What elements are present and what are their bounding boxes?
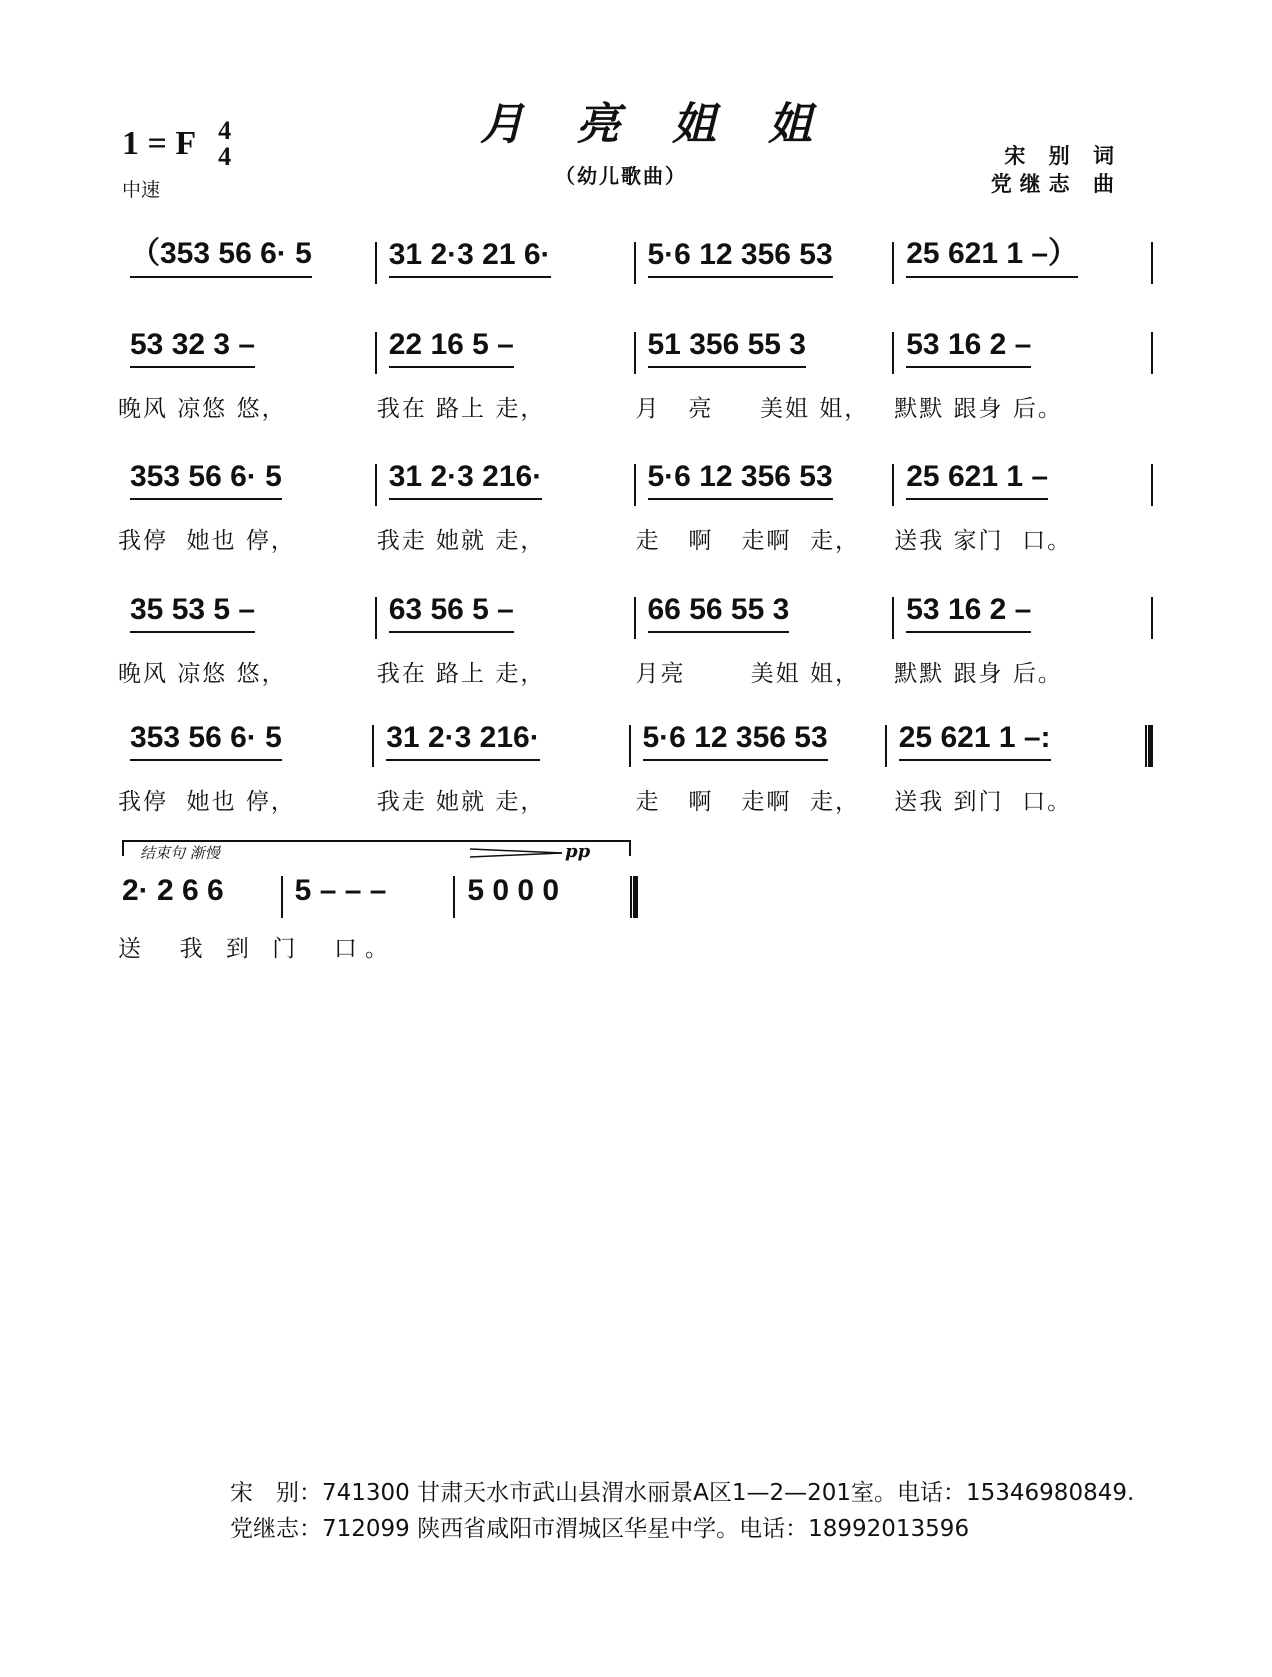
measure (894, 460, 1151, 500)
lyric-measure: 月亮 美姐 姐， (635, 660, 860, 687)
lyric-measure: 默默 跟身 后。 (894, 395, 1063, 422)
note-group: 31 2·3 216· (389, 460, 542, 500)
time-top: 4 (218, 116, 232, 145)
note-group: 66 56 55 3 (648, 593, 790, 633)
measure (377, 328, 634, 368)
measure (377, 593, 634, 633)
note-group: 25 621 1 –: (899, 721, 1051, 761)
note-group: 5·6 12 356 53 (648, 238, 833, 278)
measure (636, 328, 893, 368)
staff-line-1 (118, 318, 1153, 426)
measure (118, 328, 375, 368)
measure (455, 874, 626, 912)
time-signature (218, 118, 231, 170)
tempo-marking: 中速 (122, 179, 161, 201)
composer-credit: 党继志 曲 (990, 172, 1122, 196)
lyric-measure: 我停 她也 停， (118, 527, 296, 554)
time-bottom: 4 (218, 142, 232, 171)
note-group: 53 16 2 – (906, 328, 1031, 368)
note-group: 31 2·3 21 6· (389, 238, 551, 278)
barline (1151, 242, 1153, 284)
measure (118, 593, 375, 633)
notes-row (118, 228, 1153, 278)
note-group: 5·6 12 356 53 (643, 721, 828, 761)
lyrics-row (118, 518, 1153, 558)
barline (1151, 464, 1153, 506)
measure (118, 874, 281, 912)
measure (374, 721, 628, 761)
lyric-measure: 默默 跟身 后。 (894, 660, 1063, 687)
song-subtitle: （幼儿歌曲） (555, 164, 687, 188)
note-group: 353 56 6· 5 (130, 460, 282, 500)
lyric-measure: 晚风 凉悠 悠， (118, 395, 287, 422)
measure (118, 228, 375, 278)
lyric-measure: 我在 路上 走， (376, 395, 546, 422)
coda-lyrics: 送 我 到 门 口。 (118, 935, 396, 962)
note-group: （353 56 6· 5 (130, 228, 312, 278)
measure (894, 328, 1151, 368)
lyrics-row (118, 651, 1153, 691)
measure (636, 593, 893, 633)
key-signature (122, 118, 231, 170)
lyric-measure: 走 啊 走啊 走， (635, 788, 860, 815)
measure (894, 228, 1151, 278)
lyric-measure: 我走 她就 走， (376, 527, 546, 554)
measure (636, 460, 893, 500)
decrescendo-icon (470, 848, 562, 858)
staff-line-intro (118, 228, 1153, 278)
measure (118, 460, 375, 500)
song-title: 月亮姐姐 (480, 99, 864, 150)
coda-label: 结束句 渐慢 (140, 844, 220, 862)
note-group: 25 621 1 – (906, 460, 1048, 500)
note-group: 22 16 5 – (389, 328, 514, 368)
notes-row (118, 318, 1153, 368)
lyricist-contact: 宋 别：741300 甘肃天水市武山县渭水丽景A区1—2—201室。电话：15346980849. (230, 1480, 1135, 1506)
staff-line-coda (118, 862, 638, 966)
notes-row (118, 711, 1153, 761)
note-group: 5 0 0 0 (467, 874, 560, 907)
lyric-measure: 送我 家门 口。 (894, 527, 1073, 554)
measure (377, 460, 634, 500)
measure (377, 238, 634, 278)
note-group: 353 56 6· 5 (130, 721, 282, 761)
note-group: 63 56 5 – (389, 593, 514, 633)
note-group: 25 621 1 –） (906, 228, 1078, 278)
measure (887, 721, 1141, 761)
measure (894, 593, 1151, 633)
lyric-measure: 我在 路上 走， (376, 660, 546, 687)
measure (631, 721, 885, 761)
note-group: 5·6 12 356 53 (648, 460, 833, 500)
staff-line-3 (118, 583, 1153, 691)
staff-line-4 (118, 711, 1153, 819)
composer-contact: 党继志：712099 陕西省咸阳市渭城区华星中学。电话：18992013596 (230, 1516, 970, 1542)
notes-row (118, 862, 638, 912)
note-group: 53 32 3 – (130, 328, 255, 368)
lyricist-credit: 宋 别 词 (1004, 144, 1122, 168)
final-barline (630, 876, 638, 918)
staff-line-2 (118, 450, 1153, 558)
note-group: 5 – – – (294, 874, 387, 907)
notes-row (118, 450, 1153, 500)
key-label: 1 = F (122, 125, 197, 162)
lyric-measure: 月 亮 美姐 姐， (635, 395, 870, 422)
lyric-measure: 走 啊 走啊 走， (635, 527, 860, 554)
repeat-end-barline (1145, 725, 1153, 767)
note-group: 35 53 5 – (130, 593, 255, 633)
note-group: 2· 2 6 6 (122, 874, 224, 907)
measure (283, 874, 454, 912)
lyric-measure: 我停 她也 停， (118, 788, 296, 815)
note-group: 31 2·3 216· (386, 721, 539, 761)
lyric-measure: 我走 她就 走， (376, 788, 546, 815)
barline (1151, 332, 1153, 374)
notes-row (118, 583, 1153, 633)
lyric-measure: 送我 到门 口。 (894, 788, 1073, 815)
measure (118, 721, 372, 761)
barline (1151, 597, 1153, 639)
dynamic-marking: pp (565, 841, 591, 862)
note-group: 51 356 55 3 (648, 328, 806, 368)
lyric-measure: 晚风 凉悠 悠， (118, 660, 287, 687)
note-group: 53 16 2 – (906, 593, 1031, 633)
lyrics-row (118, 386, 1153, 426)
lyrics-row (118, 779, 1153, 819)
measure (636, 238, 893, 278)
